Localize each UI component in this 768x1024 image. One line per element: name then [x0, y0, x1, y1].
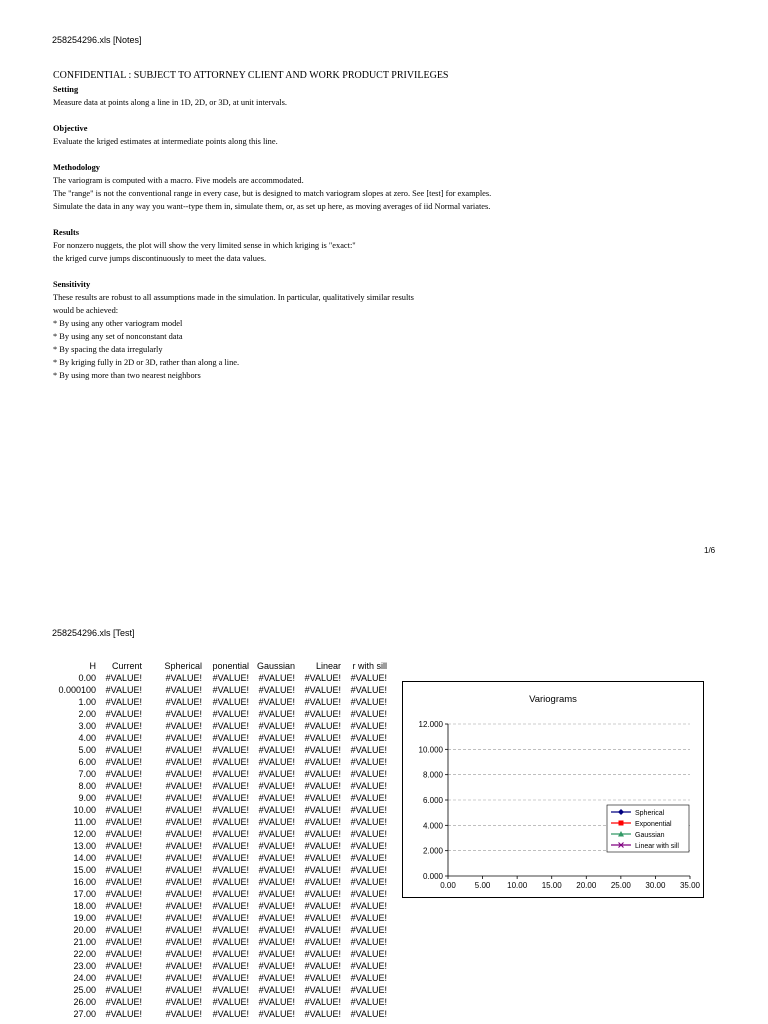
legend-label: Gaussian [635, 832, 665, 839]
table-row [52, 1008, 387, 1020]
confidential-banner: CONFIDENTIAL : SUBJECT TO ATTORNEY CLIENT AND WORK PRODUCT PRIVILEGES [53, 70, 449, 81]
cell-value: #VALUE! [258, 865, 295, 875]
cell-value: #VALUE! [165, 985, 202, 995]
section-line: * By spacing the data irregularly [53, 345, 163, 354]
cell-value: #VALUE! [165, 925, 202, 935]
cell-value: #VALUE! [258, 745, 295, 755]
cell-value: #VALUE! [350, 829, 387, 839]
cell-value: #VALUE! [165, 733, 202, 743]
cell-value: #VALUE! [304, 865, 341, 875]
cell-value: #VALUE! [304, 709, 341, 719]
cell-value: #VALUE! [304, 949, 341, 959]
cell-h: 17.00 [73, 889, 96, 899]
section-line: The "range" is not the conventional range in every case, but is designed to match variogram slopes at zero. See [test] for examples. [53, 189, 492, 198]
y-tick-label: 6.000 [422, 796, 443, 805]
section-line: Evaluate the kriged estimates at intermediate points along this line. [53, 137, 278, 146]
cell-value: #VALUE! [105, 865, 142, 875]
cell-value: #VALUE! [350, 985, 387, 995]
cell-value: #VALUE! [165, 817, 202, 827]
cell-value: #VALUE! [258, 961, 295, 971]
cell-value: #VALUE! [350, 757, 387, 767]
cell-value: #VALUE! [304, 673, 341, 683]
cell-value: #VALUE! [304, 997, 341, 1007]
cell-value: #VALUE! [105, 913, 142, 923]
cell-value: #VALUE! [165, 973, 202, 983]
cell-value: #VALUE! [165, 685, 202, 695]
cell-value: #VALUE! [350, 709, 387, 719]
cell-value: #VALUE! [350, 961, 387, 971]
cell-value: #VALUE! [304, 781, 341, 791]
cell-value: #VALUE! [105, 757, 142, 767]
column-header-exponential: ponential [212, 661, 249, 671]
table-row [52, 876, 387, 888]
table-row [52, 948, 387, 960]
section-heading: Sensitivity [53, 280, 91, 289]
cell-h: 7.00 [78, 769, 96, 779]
table-row [52, 696, 387, 708]
cell-value: #VALUE! [212, 877, 249, 887]
cell-h: 0.000100 [58, 685, 96, 695]
table-row [52, 924, 387, 936]
cell-value: #VALUE! [304, 1009, 341, 1019]
table-row [52, 720, 387, 732]
cell-value: #VALUE! [105, 673, 142, 683]
cell-value: #VALUE! [165, 961, 202, 971]
legend-label: Exponential [635, 821, 672, 828]
cell-h: 26.00 [73, 997, 96, 1007]
cell-value: #VALUE! [165, 709, 202, 719]
x-tick-label: 30.00 [645, 881, 666, 890]
table-row [52, 888, 387, 900]
cell-value: #VALUE! [165, 841, 202, 851]
cell-value: #VALUE! [105, 853, 142, 863]
cell-value: #VALUE! [165, 1009, 202, 1019]
cell-value: #VALUE! [212, 973, 249, 983]
cell-value: #VALUE! [105, 901, 142, 911]
section-line: would be achieved: [53, 306, 119, 315]
cell-value: #VALUE! [258, 817, 295, 827]
cell-value: #VALUE! [165, 865, 202, 875]
cell-value: #VALUE! [258, 925, 295, 935]
table-row [52, 804, 387, 816]
x-tick-label: 5.00 [474, 881, 491, 890]
cell-h: 13.00 [73, 841, 96, 851]
table-row [52, 972, 387, 984]
cell-value: #VALUE! [258, 769, 295, 779]
cell-value: #VALUE! [165, 937, 202, 947]
table-row [52, 828, 387, 840]
cell-h: 6.00 [78, 757, 96, 767]
table-row [52, 756, 387, 768]
cell-value: #VALUE! [350, 925, 387, 935]
cell-value: #VALUE! [212, 889, 249, 899]
cell-value: #VALUE! [165, 949, 202, 959]
cell-value: #VALUE! [105, 937, 142, 947]
cell-h: 0.00 [78, 673, 96, 683]
cell-value: #VALUE! [165, 877, 202, 887]
cell-value: #VALUE! [212, 721, 249, 731]
section-heading: Methodology [53, 163, 100, 172]
cell-h: 24.00 [73, 973, 96, 983]
cell-value: #VALUE! [258, 877, 295, 887]
cell-value: #VALUE! [304, 925, 341, 935]
cell-value: #VALUE! [350, 949, 387, 959]
cell-value: #VALUE! [212, 925, 249, 935]
cell-value: #VALUE! [165, 913, 202, 923]
cell-value: #VALUE! [165, 697, 202, 707]
cell-h: 21.00 [73, 937, 96, 947]
x-tick-label: 10.00 [507, 881, 528, 890]
cell-value: #VALUE! [304, 985, 341, 995]
cell-value: #VALUE! [212, 685, 249, 695]
cell-h: 5.00 [78, 745, 96, 755]
cell-value: #VALUE! [105, 877, 142, 887]
cell-value: #VALUE! [105, 745, 142, 755]
table-row [52, 912, 387, 924]
column-header-linear-with-sill: r with sill [352, 661, 387, 671]
cell-value: #VALUE! [350, 865, 387, 875]
cell-value: #VALUE! [258, 805, 295, 815]
cell-value: #VALUE! [165, 793, 202, 803]
cell-value: #VALUE! [258, 829, 295, 839]
cell-value: #VALUE! [304, 793, 341, 803]
cell-value: #VALUE! [212, 865, 249, 875]
cell-value: #VALUE! [304, 973, 341, 983]
column-header-linear: Linear [315, 661, 341, 671]
section-line: * By using more than two nearest neighbors [53, 371, 201, 380]
column-header-gaussian: Gaussian [256, 661, 295, 671]
cell-value: #VALUE! [105, 805, 142, 815]
section-line: Simulate the data in any way you want--type them in, simulate them, or, as set up here, as moving averages of iid Normal variates. [53, 202, 491, 211]
cell-value: #VALUE! [165, 805, 202, 815]
page-header-test: 258254296.xls [Test] [52, 628, 135, 638]
cell-value: #VALUE! [350, 841, 387, 851]
section-line: * By using any set of nonconstant data [53, 332, 183, 341]
cell-value: #VALUE! [165, 889, 202, 899]
cell-value: #VALUE! [350, 793, 387, 803]
y-tick-label: 0.000 [422, 872, 443, 881]
cell-value: #VALUE! [350, 901, 387, 911]
cell-value: #VALUE! [304, 757, 341, 767]
cell-value: #VALUE! [212, 985, 249, 995]
section-line: The variogram is computed with a macro. Five models are accommodated. [53, 176, 304, 185]
table-row [52, 684, 387, 696]
cell-value: #VALUE! [165, 769, 202, 779]
cell-value: #VALUE! [212, 853, 249, 863]
table-row [52, 984, 387, 996]
table-row [52, 732, 387, 744]
cell-value: #VALUE! [304, 877, 341, 887]
cell-value: #VALUE! [105, 817, 142, 827]
cell-h: 3.00 [78, 721, 96, 731]
cell-value: #VALUE! [105, 949, 142, 959]
cell-value: #VALUE! [165, 757, 202, 767]
cell-value: #VALUE! [165, 853, 202, 863]
cell-value: #VALUE! [258, 709, 295, 719]
cell-h: 19.00 [73, 913, 96, 923]
cell-value: #VALUE! [165, 673, 202, 683]
cell-h: 20.00 [73, 925, 96, 935]
cell-value: #VALUE! [258, 1009, 295, 1019]
section-heading: Results [53, 228, 80, 237]
cell-value: #VALUE! [212, 769, 249, 779]
cell-h: 27.00 [73, 1009, 96, 1019]
cell-h: 22.00 [73, 949, 96, 959]
cell-value: #VALUE! [212, 697, 249, 707]
cell-value: #VALUE! [165, 997, 202, 1007]
cell-value: #VALUE! [165, 745, 202, 755]
cell-value: #VALUE! [350, 889, 387, 899]
cell-value: #VALUE! [304, 889, 341, 899]
column-header-h: H [89, 661, 96, 671]
table-row [52, 936, 387, 948]
table-row [52, 744, 387, 756]
legend-marker-square [619, 821, 624, 826]
cell-h: 12.00 [73, 829, 96, 839]
cell-value: #VALUE! [258, 913, 295, 923]
table-row [52, 708, 387, 720]
cell-value: #VALUE! [350, 673, 387, 683]
cell-value: #VALUE! [258, 985, 295, 995]
cell-value: #VALUE! [350, 877, 387, 887]
cell-value: #VALUE! [165, 901, 202, 911]
section-line: For nonzero nuggets, the plot will show the very limited sense in which kriging is "exact:" [53, 241, 356, 250]
cell-value: #VALUE! [165, 781, 202, 791]
cell-value: #VALUE! [258, 685, 295, 695]
table-row [52, 840, 387, 852]
column-header-spherical: Spherical [164, 661, 202, 671]
legend-label: Linear with sill [635, 843, 679, 850]
table-row [52, 672, 387, 684]
cell-h: 14.00 [73, 853, 96, 863]
cell-value: #VALUE! [105, 973, 142, 983]
cell-value: #VALUE! [105, 829, 142, 839]
cell-value: #VALUE! [304, 733, 341, 743]
cell-value: #VALUE! [350, 973, 387, 983]
cell-value: #VALUE! [350, 853, 387, 863]
section-line: * By kriging fully in 2D or 3D, rather than along a line. [53, 358, 240, 367]
y-tick-label: 10.000 [418, 745, 443, 755]
cell-value: #VALUE! [105, 925, 142, 935]
table-row [52, 864, 387, 876]
cell-value: #VALUE! [212, 673, 249, 683]
cell-value: #VALUE! [304, 853, 341, 863]
section-line: the kriged curve jumps discontinuously to meet the data values. [53, 254, 267, 263]
table-row [52, 768, 387, 780]
section-line: Measure data at points along a line in 1D, 2D, or 3D, at unit intervals. [53, 98, 287, 107]
cell-value: #VALUE! [350, 1009, 387, 1019]
cell-value: #VALUE! [258, 841, 295, 851]
cell-h: 2.00 [78, 709, 96, 719]
cell-value: #VALUE! [212, 961, 249, 971]
cell-value: #VALUE! [304, 721, 341, 731]
chart-canvas [403, 682, 705, 899]
cell-value: #VALUE! [258, 733, 295, 743]
cell-value: #VALUE! [350, 769, 387, 779]
cell-value: #VALUE! [350, 721, 387, 731]
chart-title: Variograms [529, 694, 577, 705]
x-tick-label: 35.00 [679, 881, 701, 890]
cell-value: #VALUE! [350, 997, 387, 1007]
cell-value: #VALUE! [212, 937, 249, 947]
cell-value: #VALUE! [258, 853, 295, 863]
cell-value: #VALUE! [258, 697, 295, 707]
column-header-current: Current [111, 661, 142, 671]
cell-h: 18.00 [73, 901, 96, 911]
cell-value: #VALUE! [212, 949, 249, 959]
cell-h: 25.00 [73, 985, 96, 995]
cell-value: #VALUE! [304, 817, 341, 827]
cell-value: #VALUE! [212, 997, 249, 1007]
cell-value: #VALUE! [105, 997, 142, 1007]
page-number: 1/6 [704, 546, 716, 555]
cell-value: #VALUE! [212, 805, 249, 815]
cell-value: #VALUE! [212, 817, 249, 827]
y-tick-label: 2.000 [422, 846, 443, 856]
notes-sections [53, 83, 693, 382]
cell-value: #VALUE! [350, 937, 387, 947]
cell-value: #VALUE! [105, 709, 142, 719]
cell-value: #VALUE! [105, 1009, 142, 1019]
table-row [52, 792, 387, 804]
notes-body [53, 70, 693, 382]
x-tick-label: 25.00 [610, 881, 631, 890]
cell-value: #VALUE! [212, 901, 249, 911]
cell-value: #VALUE! [350, 805, 387, 815]
cell-value: #VALUE! [350, 913, 387, 923]
cell-value: #VALUE! [304, 841, 341, 851]
section-line: * By using any other variogram model [53, 319, 183, 328]
cell-value: #VALUE! [350, 685, 387, 695]
cell-value: #VALUE! [304, 685, 341, 695]
cell-value: #VALUE! [165, 721, 202, 731]
cell-value: #VALUE! [258, 997, 295, 1007]
table-row [52, 996, 387, 1008]
cell-value: #VALUE! [212, 745, 249, 755]
cell-value: #VALUE! [105, 889, 142, 899]
cell-value: #VALUE! [304, 961, 341, 971]
cell-value: #VALUE! [258, 973, 295, 983]
cell-h: 10.00 [73, 805, 96, 815]
table-row [52, 816, 387, 828]
table-row [52, 852, 387, 864]
x-tick-label: 15.00 [541, 881, 562, 890]
cell-h: 11.00 [74, 817, 96, 827]
y-tick-label: 12.000 [418, 720, 443, 729]
cell-h: 23.00 [73, 961, 96, 971]
cell-value: #VALUE! [304, 697, 341, 707]
cell-value: #VALUE! [105, 733, 142, 743]
cell-value: #VALUE! [105, 841, 142, 851]
variogram-chart [402, 681, 704, 898]
section-heading: Objective [53, 124, 88, 133]
cell-value: #VALUE! [212, 781, 249, 791]
cell-value: #VALUE! [258, 721, 295, 731]
cell-value: #VALUE! [212, 841, 249, 851]
cell-value: #VALUE! [350, 817, 387, 827]
cell-value: #VALUE! [105, 721, 142, 731]
cell-h: 8.00 [78, 781, 96, 791]
cell-value: #VALUE! [105, 781, 142, 791]
cell-value: #VALUE! [105, 697, 142, 707]
cell-value: #VALUE! [304, 913, 341, 923]
cell-value: #VALUE! [212, 757, 249, 767]
cell-value: #VALUE! [350, 697, 387, 707]
section-line: These results are robust to all assumptions made in the simulation. In particular, qualitatively similar results [53, 293, 414, 302]
cell-value: #VALUE! [350, 733, 387, 743]
cell-value: #VALUE! [258, 901, 295, 911]
x-tick-label: 0.00 [440, 881, 456, 890]
cell-value: #VALUE! [304, 829, 341, 839]
cell-value: #VALUE! [304, 901, 341, 911]
cell-value: #VALUE! [212, 793, 249, 803]
cell-value: #VALUE! [304, 937, 341, 947]
table-row [52, 780, 387, 792]
cell-value: #VALUE! [350, 781, 387, 791]
cell-value: #VALUE! [212, 829, 249, 839]
cell-value: #VALUE! [105, 685, 142, 695]
cell-value: #VALUE! [304, 769, 341, 779]
cell-h: 4.00 [78, 733, 96, 743]
cell-value: #VALUE! [258, 793, 295, 803]
cell-value: #VALUE! [105, 961, 142, 971]
cell-h: 15.00 [73, 865, 96, 875]
cell-value: #VALUE! [350, 745, 387, 755]
y-tick-label: 8.000 [422, 770, 443, 780]
cell-value: #VALUE! [258, 673, 295, 683]
cell-value: #VALUE! [258, 937, 295, 947]
cell-value: #VALUE! [258, 781, 295, 791]
cell-value: #VALUE! [258, 949, 295, 959]
cell-value: #VALUE! [165, 829, 202, 839]
cell-h: 1.00 [78, 697, 96, 707]
cell-h: 9.00 [78, 793, 96, 803]
cell-value: #VALUE! [212, 913, 249, 923]
legend-label: Spherical [635, 810, 665, 817]
cell-value: #VALUE! [258, 757, 295, 767]
cell-value: #VALUE! [258, 889, 295, 899]
page-header: 258254296.xls [Notes] [52, 35, 142, 45]
cell-value: #VALUE! [105, 793, 142, 803]
y-tick-label: 4.000 [422, 821, 443, 831]
cell-h: 16.00 [73, 877, 96, 887]
section-heading: Setting [53, 85, 79, 94]
cell-value: #VALUE! [212, 1009, 249, 1019]
table-row [52, 960, 387, 972]
cell-value: #VALUE! [105, 985, 142, 995]
cell-value: #VALUE! [304, 805, 341, 815]
x-tick-label: 20.00 [576, 881, 597, 890]
variogram-table [52, 660, 387, 1020]
table-row [52, 900, 387, 912]
cell-value: #VALUE! [304, 745, 341, 755]
cell-value: #VALUE! [212, 709, 249, 719]
cell-value: #VALUE! [105, 769, 142, 779]
table-header-row [52, 660, 387, 672]
cell-value: #VALUE! [212, 733, 249, 743]
